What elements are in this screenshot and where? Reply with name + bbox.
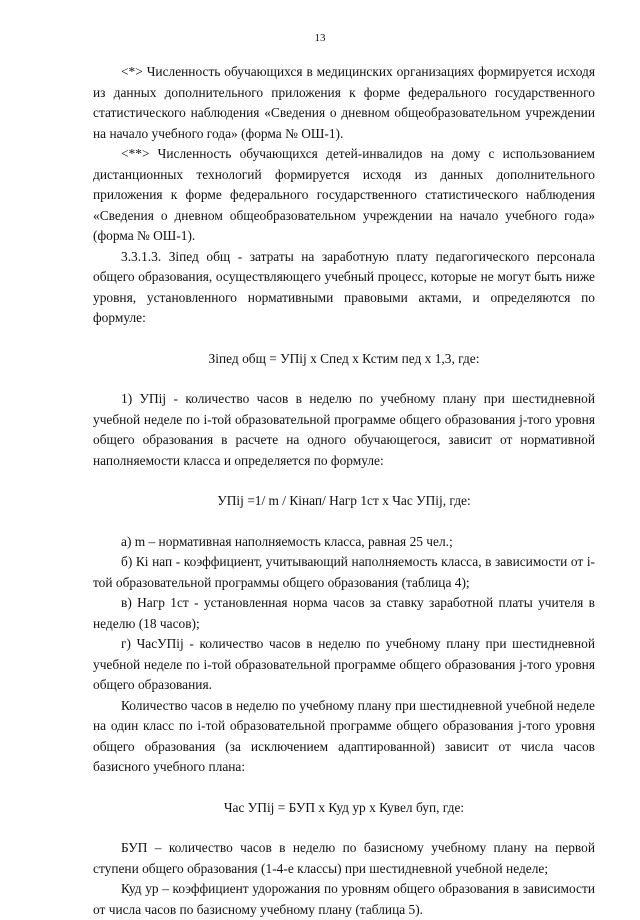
formula-curriculum-hours: Час УПij = БУП х Куд ур х Кувел буп, где: [223, 799, 465, 815]
paragraph-hours-per-class: Количество часов в неделю по учебному плану при шестидневной учебной неделе на один класс по i-той образовательной программе общего образования j-того уровня общего образования (за исключением адаптированной) зависит от числа часов базисного учебного плана: [93, 697, 595, 774]
page-number: 13 [314, 32, 326, 44]
paragraph-item-1: 1) УПij - количество часов в неделю по учебному плану при шестидневной учебной неделе по i-той образовательной программе общего образования j-того уровня общего образования в расчете на одного обучающегося, зависит от нормативной наполняемости класса и определяется по формуле: [93, 391, 595, 468]
footnote-double-asterisk: <**> Численность обучающихся детей-инвалидов на дому с использованием дистанционных технологий формируется исходя из данных дополнительного приложения к форме федерального государственного статистического наблюдения «Сведения о дневном общеобразовательном учреждении на начало учебного года» (форма № ОШ-1). [93, 146, 595, 243]
definition-bup: БУП – количество часов в неделю по базисному учебному плану на первой ступени общего образования (1-4-е классы) при шестидневной учебной неделе; [93, 840, 595, 876]
formula-hours-per-student: УПij =1/ m / Кiнап/ Нагр 1ст х Час УПij, где: [217, 493, 471, 508]
definition-g: г) ЧасУПij - количество часов в неделю по учебному плану при шестидневной учебной неделе по i-той образовательной программе общего образования j-того уровня общего образования. [93, 636, 595, 692]
definition-b: б) Кi нап - коэффициент, учитывающий наполняемость класса, в зависимости от i-той образовательной программы общего образования (таблица 4); [93, 554, 595, 590]
document-body [93, 62, 595, 920]
footnote-single-asterisk: <*> Численность обучающихся в медицинских организациях формируется исходя из данных дополнительного приложения к форме федерального государственного статистического наблюдения «Сведения о дневном общеобразовательном учреждении на начало учебного года» (форма № ОШ-1). [93, 64, 595, 141]
formula-salary-costs: Зiпед общ = УПij х Спед х Кстим пед х 1,3, где: [208, 350, 480, 366]
definition-kud-ur: Куд ур – коэффициент удорожания по уровням общего образования в зависимости от числа часов по базисному учебному плану (таблица 5). [93, 881, 595, 917]
definition-v: в) Нагр 1ст - установленная норма часов за ставку заработной платы учителя в неделю (18 часов); [93, 595, 595, 631]
paragraph-3-3-1-3: 3.3.1.3. Зiпед общ - затраты на заработную плату педагогического персонала общего образования, осуществляющего учебный процесс, которые не могут быть ниже уровня, установленного нормативными правовыми актами, и определяются по формуле: [93, 248, 595, 325]
definition-a: а) m – нормативная наполняемость класса, равная 25 чел.; [121, 533, 453, 549]
